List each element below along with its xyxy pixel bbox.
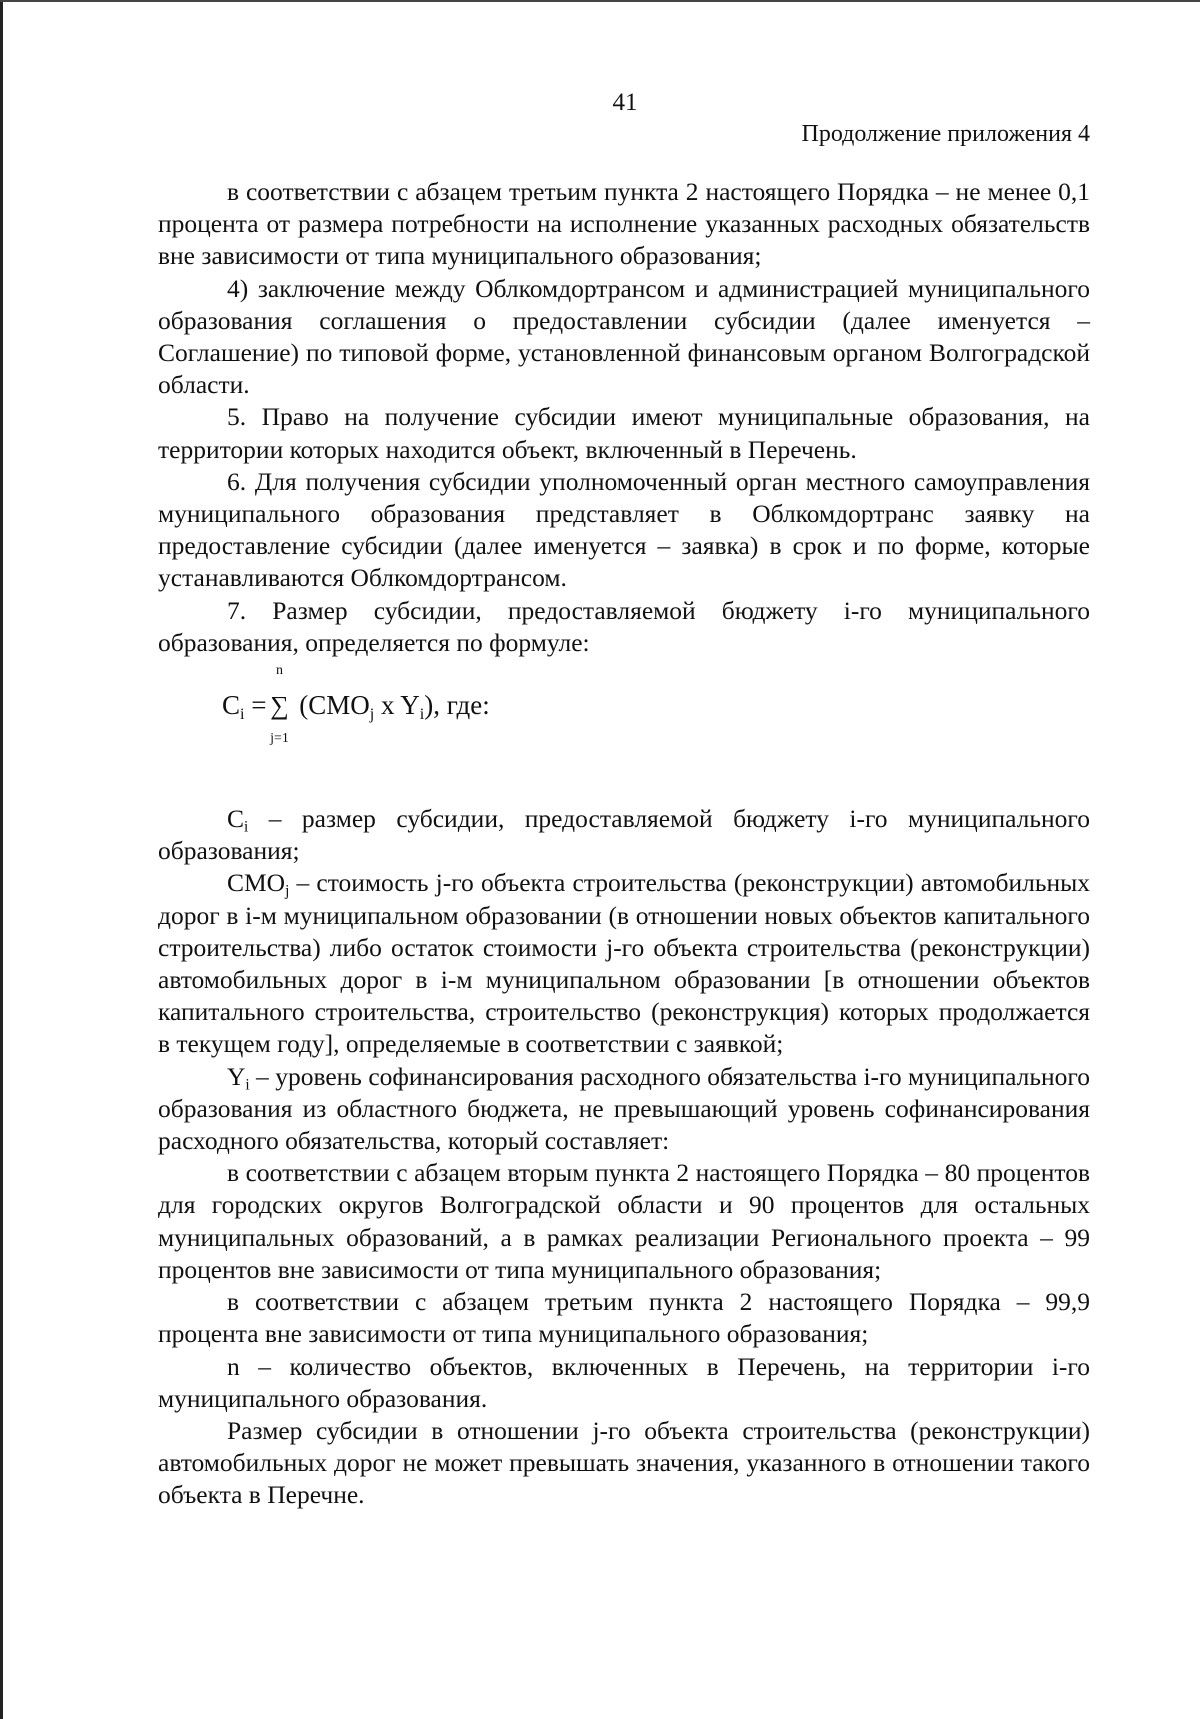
formula-cmo-subscript: j	[369, 704, 375, 723]
formula-cmo: (CMO	[292, 690, 370, 721]
page-number: 41	[612, 89, 638, 116]
scan-edge-left	[0, 0, 3, 1719]
document-body	[158, 176, 1090, 1512]
summation-lower-limit: j=1	[270, 731, 289, 747]
appendix-continuation-label: Продолжение приложения 4	[801, 121, 1090, 147]
formula-lhs: C	[222, 690, 241, 721]
formula-y-subscript: i	[419, 704, 425, 723]
definition-yi-subscript: i	[245, 1076, 250, 1094]
definition-cmoj-text: – стоимость j-го объекта строительства (реконструкции) автомобильных дорог в i-м муниципальном образовании (в отношении новых объектов капитального строительства) либо остаток стоимости j-го объекта строительства (реконструкции) автомобильных дорог в i-м муниципальном образовании [в отношении объектов капитального строительства, строительство (реконструкция) которых продолжается в текущем году], определяемые в соответствии с заявкой;	[158, 868, 1090, 1059]
definition-yi	[158, 1061, 1090, 1158]
formula-close: ), где:	[424, 690, 490, 721]
paragraph-9: в соответствии с абзацем вторым пункта 2 настоящего Порядка – 80 процентов для городских округов Волгоградской области и 90 процентов для остальных муниципальных образований, а в рамках реализации Регионального проекта – 99 процентов вне зависимости от типа муниципального образования;	[158, 1158, 1090, 1284]
paragraph-12: Размер субсидии в отношении j-го объекта строительства (реконструкции) автомобильных дорог не может превышать значения, указанного в отношении такого объекта в Перечне.	[158, 1415, 1090, 1510]
paragraph-4: 6. Для получения субсидии уполномоченный орган местного самоуправления муниципального образования представляет в Облкомдортранс заявку на предоставление субсидии (далее именуется – заявка) в срок и по форме, которые устанавливаются Облкомдортрансом.	[158, 466, 1090, 593]
definition-cmoj-symbol: CMO	[227, 868, 286, 898]
definition-cmoj	[158, 867, 1090, 1060]
paragraph-5: 7. Размер субсидии, предоставляемой бюджету i-го муниципального образования, определяется по формуле:	[158, 595, 1090, 657]
paragraph-2: 4) заключение между Облкомдортрансом и администрацией муниципального образования соглашения о предоставлении субсидии (далее именуется – Соглашение) по типовой форме, установленной финансовым органом Волгоградской области.	[158, 273, 1090, 400]
formula-lhs-subscript: i	[240, 704, 245, 723]
summation-upper-limit: n	[276, 663, 283, 679]
scan-edge-top	[0, 0, 1200, 2]
definition-cmoj-subscript: j	[285, 883, 290, 901]
paragraph-3: 5. Право на получение субсидии имеют муниципальные образования, на территории которых находится объект, включенный в Перечень.	[158, 402, 1090, 464]
formula-times-y: x Y	[374, 690, 420, 721]
subsidy-formula	[222, 663, 1090, 765]
definition-ci-symbol: C	[227, 804, 245, 834]
definition-ci	[158, 803, 1090, 867]
definition-yi-text: – уровень софинансирования расходного обязательства i-го муниципального образования из областного бюджета, не превышающий уровень софинансирования расходного обязательства, который составляет:	[158, 1061, 1090, 1156]
paragraph-10: в соответствии с абзацем третьим пункта 2 настоящего Порядка – 99,9 процента вне зависимости от типа муниципального образования;	[158, 1287, 1090, 1349]
definition-ci-subscript: i	[244, 818, 249, 836]
paragraph-11: n – количество объектов, включенных в Перечень, на территории i-го муниципального образования.	[158, 1351, 1090, 1413]
summation-symbol: ∑	[270, 691, 289, 721]
definition-ci-text: – размер субсидии, предоставляемой бюджету i-го муниципального образования;	[158, 804, 1090, 866]
formula-equals: =	[244, 690, 267, 721]
paragraph-1: в соответствии с абзацем третьим пункта 2 настоящего Порядка – не менее 0,1 процента от размера потребности на исполнение указанных расходных обязательств вне зависимости от типа муниципального образования;	[158, 177, 1090, 271]
summation-sign	[267, 663, 293, 747]
definition-yi-symbol: Y	[227, 1061, 246, 1091]
